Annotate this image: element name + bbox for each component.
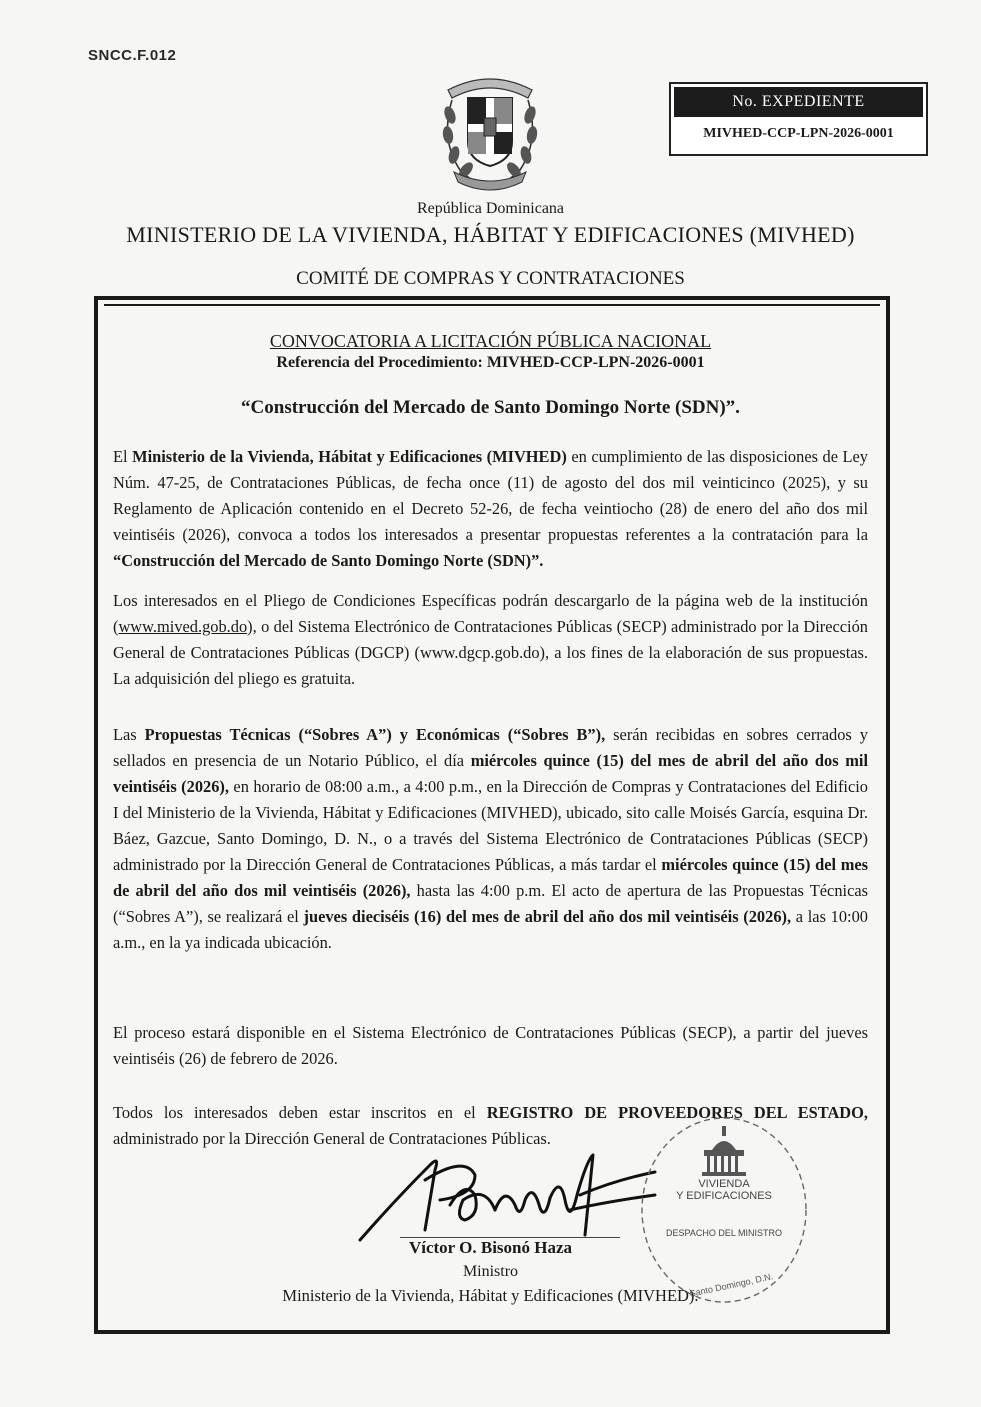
expediente-label: No. EXPEDIENTE	[674, 87, 923, 117]
committee-name: COMITÉ DE COMPRAS Y CONTRATACIONES	[296, 268, 685, 289]
signer-organization: Ministerio de la Vivienda, Hábitat y Edificaciones (MIVHED).	[282, 1286, 699, 1305]
ministry-name: MINISTERIO DE LA VIVIENDA, HÁBITAT Y EDIFICACIONES (MIVHED)	[126, 222, 855, 247]
handwritten-signature	[355, 1140, 675, 1250]
paragraph-pliego: Los interesados en el Pliego de Condiciones Específicas podrán descargarlo de la página web de la institución (www.mived.gob.do), o del Sistema Electrónico de Contrataciones Públicas (SECP) administrado por la Dirección General de Contrataciones Públicas (DGCP) (www.dgcp.gob.do), a los fines de la elaboración de sus propuestas. La adquisición del pliego es gratuita.	[113, 591, 868, 688]
signer-role: Ministro	[462, 1263, 519, 1280]
project-title: “Construcción del Mercado de Santo Domingo Norte (SDN)”.	[241, 397, 740, 418]
official-stamp	[632, 1110, 812, 1310]
expediente-box	[669, 82, 928, 156]
institution-website-link[interactable]: www.mived.gob.do	[118, 617, 248, 636]
expediente-number: MIVHED-CCP-LPN-2026-0001	[703, 126, 894, 141]
convocatoria-title: CONVOCATORIA A LICITACIÓN PÚBLICA NACIONAL	[269, 331, 712, 351]
paragraph-convocation: El Ministerio de la Vivienda, Hábitat y Edificaciones (MIVHED) en cumplimiento de las disposiciones de Ley Núm. 47-25, de Contrataciones Públicas, de fecha once (11) de agosto del dos mil veinticinco (2025), y su Reglamento de Aplicación contenido en el Decreto 52-26, de fecha veintiocho (28) de enero del año dos mil veintiséis (2026), convoca a todos los interesados a presentar propuestas referentes a la contratación para la “Construcción del Mercado de Santo Domingo Norte (SDN)”.	[113, 447, 868, 570]
stamp-line-1: VIVIENDA	[698, 1178, 750, 1190]
procedure-reference: Referencia del Procedimiento: MIVHED-CCP-LPN-2026-0001	[276, 354, 705, 371]
form-code: SNCC.F.012	[88, 47, 177, 64]
frame-inner-line	[104, 304, 880, 306]
signer-name: Víctor O. Bisonó Haza	[408, 1238, 573, 1257]
paragraph-registry: Todos los interesados deben estar inscritos en el REGISTRO DE PROVEEDORES DEL ESTADO, administrado por la Dirección General de Contrataciones Públicas.	[113, 1103, 868, 1148]
paragraph-availability: El proceso estará disponible en el Sistema Electrónico de Contrataciones Públicas (SECP), a partir del jueves veintiséis (26) de febrero de 2026.	[113, 1023, 868, 1068]
stamp-line-3: DESPACHO DEL MINISTRO	[665, 1228, 783, 1238]
paragraph-proposals: Las Propuestas Técnicas (“Sobres A”) y Económicas (“Sobres B”), serán recibidas en sobres cerrados y sellados en presencia de un Notario Público, el día miércoles quince (15) del mes de abril del año dos mil veintiséis (2026), en horario de 08:00 a.m., a 4:00 p.m., en la Dirección de Compras y Contrataciones del Edificio I del Ministerio de la Vivienda, Hábitat y Edificaciones (MIVHED), ubicado, sito calle Moisés García, esquina Dr. Báez, Gazcue, Santo Domingo, D. N., o a través del Sistema Electrónico de Contrataciones Públicas (SECP) administrado por la Dirección General de Contrataciones Públicas, a más tardar el miércoles quince (15) del mes de abril del año dos mil veintiséis (2026), hasta las 4:00 p.m. El acto de apertura de las Propuestas Técnicas (“Sobres A”), se realizará el jueves dieciséis (16) del mes de abril del año dos mil veintiséis (2026), a las 10:00 a.m., en la ya indicada ubicación.	[113, 725, 869, 952]
stamp-line-2: Y EDIFICACIONES	[676, 1190, 772, 1202]
country-name: República Dominicana	[416, 200, 565, 217]
coat-of-arms-icon	[430, 60, 550, 200]
stamp-line-4: Santo Domingo, D.N.	[688, 1271, 775, 1299]
